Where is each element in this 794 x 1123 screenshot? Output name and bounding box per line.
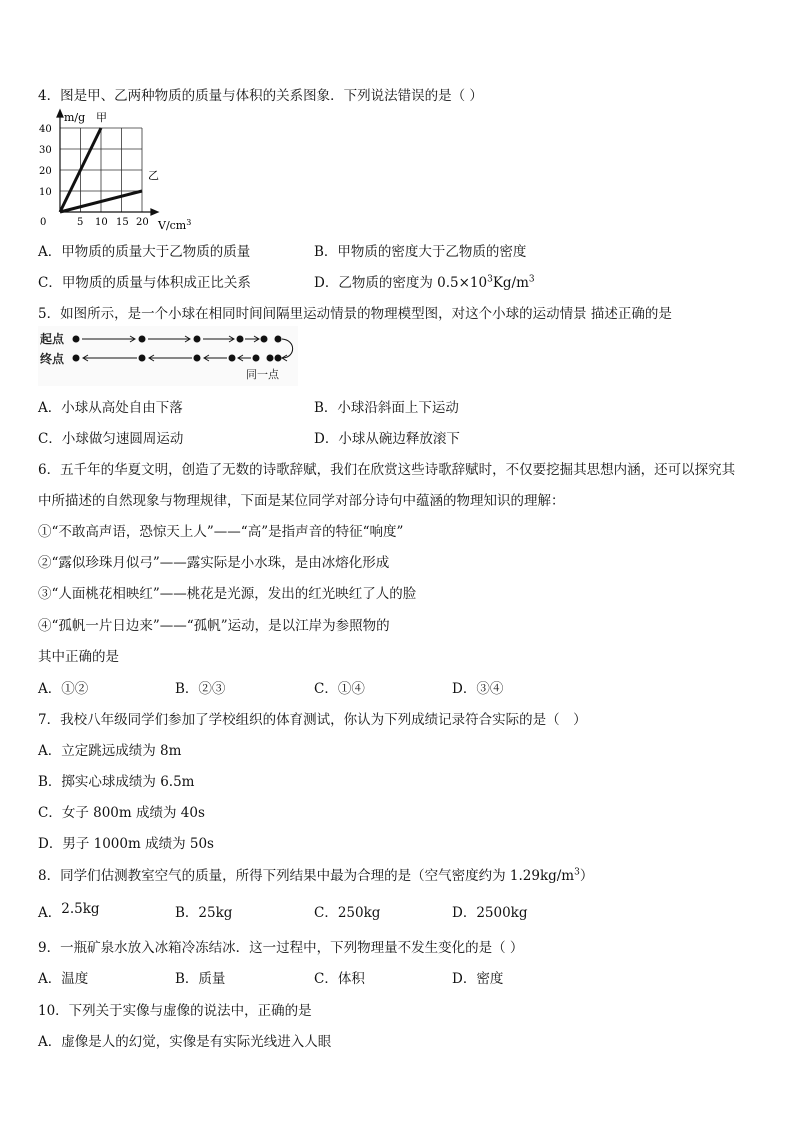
x-tick-10: 10 [95, 217, 108, 228]
q6-option-a[interactable]: A．①② [38, 681, 89, 697]
q5-ball-motion-figure [38, 326, 298, 386]
q5-option-a[interactable]: A．小球从高处自由下落 [38, 400, 183, 416]
q8-option-d[interactable]: D．2500kg [452, 905, 528, 921]
q5-option-d[interactable]: D．小球从碗边释放滚下 [314, 431, 460, 447]
q8-stem: 8．同学们估测教室空气的质量，所得下列结果中最为合理的是（空气密度约为 $1.29kg/m^3$） [38, 867, 594, 884]
graph-grid [60, 128, 142, 212]
q10-option-a[interactable]: A．虚像是人的幻觉，实像是有实际光线进入人眼 [38, 1034, 332, 1050]
q9-option-b[interactable]: B．质量 [175, 971, 226, 987]
q6-option-b[interactable]: B．②③ [175, 681, 226, 697]
series-yi-label: 乙 [148, 169, 159, 182]
origin-label: 0 [40, 217, 47, 228]
fig-end-label: 终点 [40, 352, 65, 366]
q6-statement-2: ②“露似珍珠月似弓”——露实际是小水珠，是由冰熔化形成 [38, 555, 390, 571]
q4-option-d[interactable]: D．乙物质的密度为 $0.5\times 10^3Kg/m^3$ [314, 274, 535, 291]
q5-option-c[interactable]: C．小球做匀速圆周运动 [38, 431, 184, 447]
y-tick-20: 20 [39, 166, 52, 177]
fig-same-point-label: 同一点 [246, 368, 279, 381]
q6-option-c[interactable]: C．①④ [314, 681, 365, 697]
q4-stem: 4．图是甲、乙两种物质的质量与体积的关系图象．下列说法错误的是（ ） [38, 88, 483, 104]
y-tick-30: 30 [39, 145, 52, 156]
y-tick-10: 10 [39, 187, 52, 198]
q9-option-d[interactable]: D．密度 [452, 971, 504, 987]
q5-option-b[interactable]: B．小球沿斜面上下运动 [314, 400, 459, 416]
q7-stem: 7．我校八年级同学们参加了学校组织的体育测试，你认为下列成绩记录符合实际的是（ ） [38, 712, 587, 728]
q7-option-d[interactable]: D．男子 1000m 成绩为 50s [38, 836, 214, 852]
q4-option-b[interactable]: B．甲物质的密度大于乙物质的密度 [314, 244, 527, 260]
q7-option-c[interactable]: C．女子 800m 成绩为 40s [38, 805, 205, 821]
x-tick-15: 15 [116, 217, 129, 228]
q9-option-a[interactable]: A．温度 [38, 971, 89, 987]
q8-option-c[interactable]: C．250kg [314, 905, 381, 921]
q8-option-b[interactable]: B．25kg [175, 905, 233, 921]
q6-ask: 其中正确的是 [38, 649, 119, 665]
q10-stem: 10．下列关于实像与虚像的说法中，正确的是 [38, 1003, 312, 1019]
q6-stem-line2: 中所描述的自然现象与物理规律，下面是某位同学对部分诗句中蕴涵的物理知识的理解： [38, 493, 565, 509]
q4-option-a[interactable]: A．甲物质的质量大于乙物质的质量 [38, 244, 251, 260]
x-tick-5: 5 [77, 217, 84, 228]
q6-statement-1: ①“不敢高声语，恐惊天上人”——“高”是指声音的特征“响度” [38, 524, 404, 540]
q7-option-b[interactable]: B．掷实心球成绩为 6.5m [38, 774, 195, 790]
q6-option-d[interactable]: D．③④ [452, 681, 504, 697]
q6-statement-3: ③“人面桃花相映红”——桃花是光源，发出的红光映红了人的脸 [38, 586, 417, 602]
fig-start-label: 起点 [40, 332, 65, 346]
q4-mass-volume-graph [36, 108, 206, 234]
q5-stem: 5．如图所示，是一个小球在相同时间间隔里运动情景的物理模型图，对这个小球的运动情景 描述正确的是 [38, 306, 672, 322]
q9-stem: 9．一瓶矿泉水放入冰箱冷冻结冰．这一过程中，下列物理量不发生变化的是（ ） [38, 940, 524, 956]
x-axis-label: $V/cm^3$ [158, 218, 192, 232]
series-jia-label: 甲 [96, 111, 107, 124]
q8-option-a[interactable]: A．2.5kg [38, 901, 100, 921]
q6-statement-4: ④“孤帆一片日边来”——“孤帆”运动，是以江岸为参照物的 [38, 618, 390, 634]
q6-stem-line1: 6．五千年的华夏文明，创造了无数的诗歌辞赋，我们在欣赏这些诗歌辞赋时，不仅要挖掘其思想内涵，还可以探究其 [38, 462, 736, 478]
q9-option-c[interactable]: C．体积 [314, 971, 365, 987]
x-tick-20: 20 [136, 217, 149, 228]
q7-option-a[interactable]: A．立定跳远成绩为 8m [38, 743, 182, 759]
y-tick-40: 40 [39, 124, 52, 135]
q4-option-c[interactable]: C．甲物质的质量与体积成正比关系 [38, 275, 251, 291]
y-axis-label: m/g [64, 111, 86, 124]
